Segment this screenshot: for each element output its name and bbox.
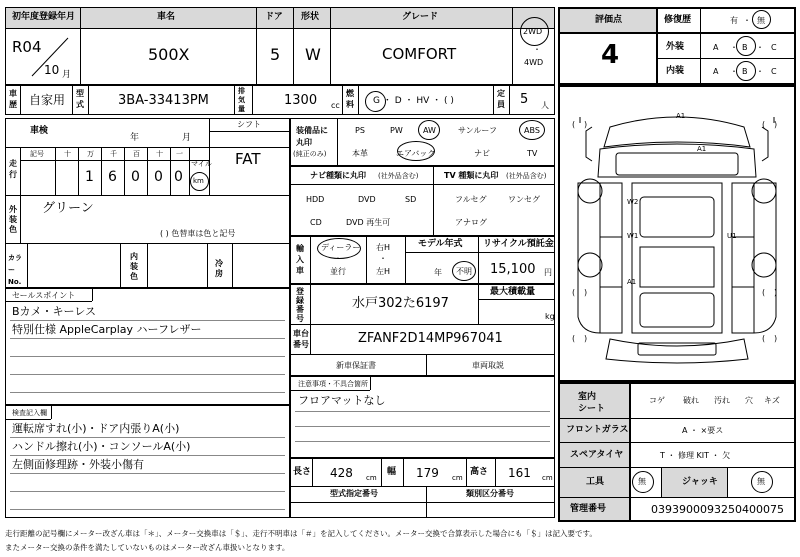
navi-sd: SD <box>405 195 417 204</box>
import-left-h: 左H <box>376 267 391 276</box>
import-right-h: 右H <box>376 243 391 252</box>
glass-label: フロントガラス <box>566 425 629 435</box>
diagram-mark: A1 <box>627 278 637 286</box>
recycle-value: 15,100 <box>490 262 536 277</box>
exterior-option: C <box>771 43 777 52</box>
equip-aw: AW <box>423 126 436 135</box>
svg-text:): ) <box>584 334 588 343</box>
notes-label: 注意事項・不具合箇所 <box>298 380 368 388</box>
recycle-yen: 円 <box>544 268 552 277</box>
registration-label: 登 録 番 号 <box>296 287 304 323</box>
sheet-item: コゲ <box>649 396 665 405</box>
svg-text:(: ( <box>762 120 766 129</box>
first-reg-era: R04 <box>12 38 42 56</box>
mileage-digit: 0 <box>131 169 140 185</box>
model-year-unknown: 不明 <box>456 267 472 276</box>
interior-sheet-label: 室内 シート <box>578 392 606 414</box>
chassis-label: 車台 番号 <box>293 329 309 349</box>
shape: W <box>305 45 321 64</box>
inspector-label: 検査記入欄 <box>12 409 47 417</box>
max-load-label: 最大積載量 <box>490 287 536 297</box>
grade-label: グレード <box>402 12 439 22</box>
svg-text:): ) <box>584 288 588 297</box>
import-parallel: 並行 <box>330 267 346 276</box>
record-label: 記号 <box>30 150 44 158</box>
model-year-label: モデル年式 <box>418 239 463 249</box>
notes-text: フロアマットなし <box>298 394 386 407</box>
equip-abs: ABS <box>524 126 540 135</box>
svg-text:): ) <box>774 334 778 343</box>
spare-label: スペアタイヤ <box>570 450 624 460</box>
inspector-line: 運転席すれ(小)・ドア内張りA(小) <box>12 422 180 435</box>
interior-option: ・ <box>756 67 764 76</box>
equip-airbag: エアバック <box>396 149 436 158</box>
mgmt-label: 管理番号 <box>570 504 607 514</box>
shift-value: FAT <box>235 150 261 168</box>
capacity-label: 定 員 <box>497 89 505 109</box>
interior-label: 内装 <box>666 66 685 76</box>
color-no-label: カラー No. <box>8 254 22 286</box>
model-label: 型 式 <box>76 89 84 109</box>
car-diagram <box>560 87 794 380</box>
equip-navi: ナビ <box>474 149 490 158</box>
mileage-label: 走 行 <box>9 159 17 179</box>
tv-title: TV 種類に丸印 <box>444 171 499 180</box>
tv-fullseg: フルセグ <box>455 195 487 204</box>
sheet-item: キズ <box>764 396 780 405</box>
sheet-item: 破れ <box>683 396 699 405</box>
sheet-item: 汚れ <box>714 396 730 405</box>
history-label: 車 歴 <box>9 89 17 109</box>
usage: 自家用 <box>29 93 66 107</box>
svg-text:(: ( <box>572 120 576 129</box>
tools-label: 工具 <box>586 477 605 487</box>
chassis-value: ZFANF2D14MP967041 <box>358 331 503 346</box>
equipment-title: 装備品に 丸印 <box>296 126 328 147</box>
equip-ps: PS <box>355 126 365 135</box>
height-label: 高さ <box>470 467 489 477</box>
height-unit: cm <box>542 474 553 482</box>
capacity: 5 <box>520 92 529 107</box>
mileage-digit: 1 <box>85 169 94 185</box>
svg-text:(: ( <box>762 334 766 343</box>
shaken-year-unit: 年 <box>130 133 140 143</box>
svg-text:(: ( <box>572 288 576 297</box>
svg-text:): ) <box>774 120 778 129</box>
fuel-label: 燃 料 <box>346 89 354 109</box>
tv-oneseg: ワンセグ <box>508 195 540 204</box>
svg-text:(: ( <box>762 288 766 297</box>
width-value: 179 <box>416 466 439 480</box>
displacement-label: 排 気 量 <box>238 87 245 113</box>
length-unit: cm <box>366 474 377 482</box>
first-reg-month: 10 <box>44 63 60 77</box>
repair-option: 無 <box>757 16 765 25</box>
length-value: 428 <box>330 466 353 480</box>
recycle-label: リサイクル預託金 <box>483 239 554 249</box>
mile-label: マイル <box>191 160 212 168</box>
equip-pw: PW <box>390 126 403 135</box>
shape-label: 形状 <box>301 12 320 22</box>
spare-value: T ・ 修理 KIT ・ 欠 <box>660 451 731 460</box>
length-label: 長さ <box>293 467 312 477</box>
width-unit: cm <box>452 474 463 482</box>
import-dot: ・ <box>379 254 387 263</box>
diagram-mark: A1 <box>676 112 686 120</box>
manual-label: 車両取説 <box>472 361 504 370</box>
svg-text:(: ( <box>572 334 576 343</box>
equipment-sub: (純正のみ) <box>293 150 327 158</box>
km-label: km <box>193 177 204 185</box>
width-label: 幅 <box>387 467 397 477</box>
import-label: 輸 入 車 <box>296 244 304 275</box>
cc-unit: cc <box>331 101 340 110</box>
exterior-label: 外装 <box>666 42 685 52</box>
warranty-label: 新車保証書 <box>336 361 376 370</box>
sales-point-line: Bカメ・キーレス <box>12 305 96 318</box>
exterior-option: B <box>742 43 748 52</box>
score-label: 評価点 <box>595 15 623 25</box>
displacement: 1300 <box>284 93 318 108</box>
navi-dvd-play: DVD 再生可 <box>346 218 391 227</box>
shaken-label: 車検 <box>30 126 49 136</box>
digit-label-2: 千 <box>110 150 117 158</box>
equip-tv: TV <box>527 149 538 158</box>
tv-analog: アナログ <box>455 218 487 227</box>
digit-label-1: 万 <box>87 150 94 158</box>
shaken-month-unit: 月 <box>182 133 192 143</box>
diagram-mark: W1 <box>627 232 639 240</box>
diagram-mark: A1 <box>697 145 707 153</box>
repair-option: ・ <box>743 16 751 25</box>
repair-option: 有 <box>730 16 738 25</box>
diagram-mark: W2 <box>627 198 639 206</box>
color-label: 外 装 色 <box>9 205 17 234</box>
notes-block <box>290 376 555 458</box>
diagram-mark: U1 <box>727 232 737 240</box>
score-value: 4 <box>601 40 620 70</box>
cold-label: 冷 房 <box>215 259 223 278</box>
color-note: ( ) 色替車は色と記号 <box>160 229 236 238</box>
doors: 5 <box>270 45 281 64</box>
color-value: グリーン <box>42 201 94 216</box>
door-label: ドア <box>265 12 283 22</box>
drive-4wd: 4WD <box>524 58 544 67</box>
sales-point-line: 特別仕様 AppleCarplay ハーフレザー <box>12 323 202 336</box>
navi-hdd: HDD <box>306 195 325 204</box>
navi-dvd: DVD <box>358 195 376 204</box>
model-year-unit: 年 <box>434 268 442 277</box>
shift-label: シフト <box>237 120 261 129</box>
svg-text:): ) <box>584 120 588 129</box>
interior-option: B <box>742 67 748 76</box>
interior-option: A <box>713 67 719 76</box>
import-dot: ・ <box>334 254 342 263</box>
exterior-option: ・ <box>730 43 738 52</box>
equip-sunroof: サンルーフ <box>458 126 497 135</box>
height-value: 161 <box>508 466 531 480</box>
model: 3BA-33413PM <box>118 93 209 108</box>
interior-color-label: 内 装 色 <box>130 252 138 281</box>
type-spec-label: 型式指定番号 <box>330 489 378 498</box>
import-dealer: ディーラー <box>321 243 361 252</box>
interior-option: ・ <box>730 67 738 76</box>
car-name: 500X <box>148 45 190 64</box>
drive-2wd: 2WD <box>523 27 543 36</box>
mileage-digit: 0 <box>154 169 163 185</box>
class-label: 類別区分番号 <box>466 489 514 498</box>
footer-line: 走行距離の記号欄にメーター改ざん車は「＊」、メーター交換車は「＄」、走行不明車は「＃」を記入してください。メーター交換で合算表示した場合にも「＄」は記入要です。 <box>5 529 597 538</box>
digit-label-3: 百 <box>133 150 140 158</box>
footer-line: またメーター交換の条件を満たしていないものはメーター改ざん車扱いとなります。 <box>5 543 290 552</box>
drive-dot: ・ <box>533 45 541 54</box>
capacity-unit: 人 <box>541 101 549 110</box>
sales-point-label: セールスポイント <box>12 291 76 300</box>
equip-leather: 本革 <box>352 149 368 158</box>
jack-value: 無 <box>757 477 765 486</box>
digit-label-5: 一 <box>176 150 183 158</box>
first-reg-label: 初年度登録年月 <box>12 12 76 22</box>
inspector-line: 左側面修理跡・外装小傷有 <box>12 458 144 471</box>
mileage-digit: 0 <box>174 169 183 185</box>
svg-text:): ) <box>774 288 778 297</box>
car-name-label: 車名 <box>157 12 176 22</box>
inspector-line: ハンドル擦れ(小)・コンソールA(小) <box>12 440 191 453</box>
exterior-option: ・ <box>756 43 764 52</box>
digit-label-4: 十 <box>156 150 163 158</box>
tools-value: 無 <box>638 477 646 486</box>
navi-sub: (社外品含む) <box>378 172 419 180</box>
kg-unit: kg <box>545 312 555 321</box>
mileage-digit: 6 <box>108 169 117 185</box>
registration-value: 水戸302た6197 <box>352 296 449 311</box>
jack-label: ジャッキ <box>682 477 718 487</box>
navi-title: ナビ種類に丸印 <box>310 171 366 180</box>
fuel-options: G ・ D ・ HV ・ ( ) <box>373 96 454 106</box>
tv-sub: (社外品含む) <box>506 172 547 180</box>
digit-label-0: 十 <box>64 150 71 158</box>
grade: COMFORT <box>382 45 457 63</box>
glass-value: A ・ ×要ス <box>682 426 724 435</box>
sheet-item: 穴 <box>745 396 753 405</box>
interior-option: C <box>771 67 777 76</box>
first-reg-month-unit: 月 <box>62 70 72 80</box>
mgmt-value: 0393900093250400075 <box>651 503 784 516</box>
repair-label: 修復歴 <box>664 15 692 25</box>
exterior-option: A <box>713 43 719 52</box>
navi-cd: CD <box>310 218 322 227</box>
